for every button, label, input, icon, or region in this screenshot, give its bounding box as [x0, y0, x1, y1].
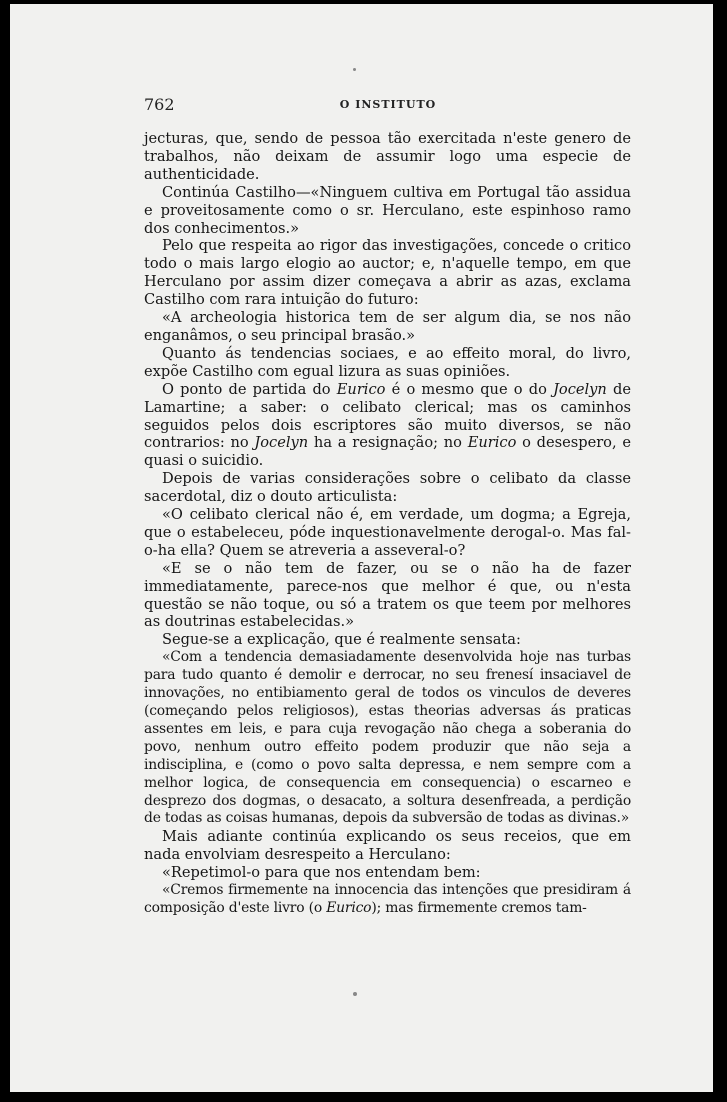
paragraph — [144, 506, 631, 560]
page-number: 762 — [144, 95, 175, 114]
paragraph — [144, 560, 631, 632]
paragraph — [144, 470, 631, 506]
paragraph — [144, 130, 631, 184]
print-speck — [353, 992, 357, 996]
text-segment: «A archeologia historica tem de ser algum dia, se nos não enganâmos, o seu principal brasão.» — [144, 309, 631, 344]
text-segment: ha a resignação; no — [308, 434, 468, 452]
text-segment: Pelo que respeita ao rigor das investigações, concede o critico todo o mais largo elogio ao auctor; e, n'aquelle tempo, em que Herculano por assim dizer começava a abrir as azas, exclama Castilho com rara intuição do futuro: — [144, 237, 631, 309]
italic-title: Eurico — [336, 380, 386, 398]
print-speck — [353, 68, 356, 71]
page-header — [144, 95, 632, 117]
text-segment: ); mas firmemente cremos tam- — [371, 899, 587, 916]
text-segment: de Lamartine; a saber: o celibato clerical; mas os caminhos seguidos pelos dois escriptores são muito diversos, se não contrarios: no — [144, 380, 631, 452]
paragraph — [144, 882, 631, 918]
text-segment: «Repetimol-o para que nos entendam bem: — [162, 864, 481, 882]
text-segment: «O celibato clerical não é, em verdade, um dogma; a Egreja, que o estabeleceu, póde inquestionavelmente derogal-o. Mas fal-o-ha ella? Quem se atreveria a asseveral-o? — [144, 506, 631, 559]
text-segment: «Cremos firmemente na innocencia das intenções que presidiram á composição d'este livro (o — [144, 882, 631, 916]
paragraph — [144, 828, 631, 864]
paragraph — [144, 649, 631, 828]
text-segment: Depois de varias considerações sobre o celibato da classe sacerdotal, diz o douto articulista: — [144, 470, 631, 506]
text-segment: é o mesmo que o do — [385, 380, 554, 398]
text-segment: O ponto de partida do — [162, 380, 337, 398]
italic-title: Eurico — [326, 899, 372, 916]
paragraph — [144, 237, 631, 309]
paragraph — [144, 381, 631, 471]
text-segment: Continúa Castilho—«Ninguem cultiva em Portugal tão assidua e proveitosamente como o sr. Herculano, este espinhoso ramo dos conhecimentos.» — [144, 183, 631, 237]
body-text — [144, 130, 631, 918]
paragraph — [144, 631, 631, 649]
paragraph — [144, 345, 631, 381]
text-segment: o desespero, e quasi o suicidio. — [144, 434, 631, 470]
text-segment: «Com a tendencia demasiadamente desenvolvida hoje nas turbas para tudo quanto é demolir e derrocar, no seu frenesí insaciavel de innovações, no entibiamento geral de todos os vinculos de deveres (começando pelos religiosos), estas theorias adversas ás praticas assentes em leis, e para cuja revogação não chega a soberania do povo, nenhum outro effeito podem produzir que não seja a indisciplina, e (como o povo salta depressa, e nem sempre com a melhor logica, de consequencia em consequencia) o escarneo e desprezo dos dogmas, o desacato, a soltura desenfreada, a perdição de todas as coisas humanas, depois da subversão de todas as divinas.» — [144, 649, 631, 827]
italic-title: Jocelyn — [553, 380, 607, 398]
text-segment: Segue-se a explicação, que é realmente sensata: — [162, 631, 521, 649]
text-segment: Mais adiante continúa explicando os seus receios, que em nada envolviam desrespeito a Herculano: — [144, 828, 631, 864]
text-segment: Quanto ás tendencias sociaes, e ao effeito moral, do livro, expõe Castilho com egual lizura as suas opiniões. — [144, 344, 631, 380]
paragraph — [144, 864, 631, 882]
italic-title: Eurico — [467, 434, 517, 452]
paragraph — [144, 184, 631, 238]
text-segment: «E se o não tem de fazer, ou se o não ha de fazer immediatamente, parece-nos que melhor é que, ou n'esta questão se não toque, ou só a tratem os que teem por melhores as doutrinas estabelecidas.» — [144, 559, 631, 631]
paragraph — [144, 309, 631, 345]
text-segment: jecturas, que, sendo de pessoa tão exercitada n'este genero de trabalhos, não deixam de assumir logo uma especie de authenticidade. — [144, 130, 631, 183]
italic-title: Jocelyn — [254, 434, 309, 452]
running-title: O INSTITUTO — [339, 98, 437, 111]
